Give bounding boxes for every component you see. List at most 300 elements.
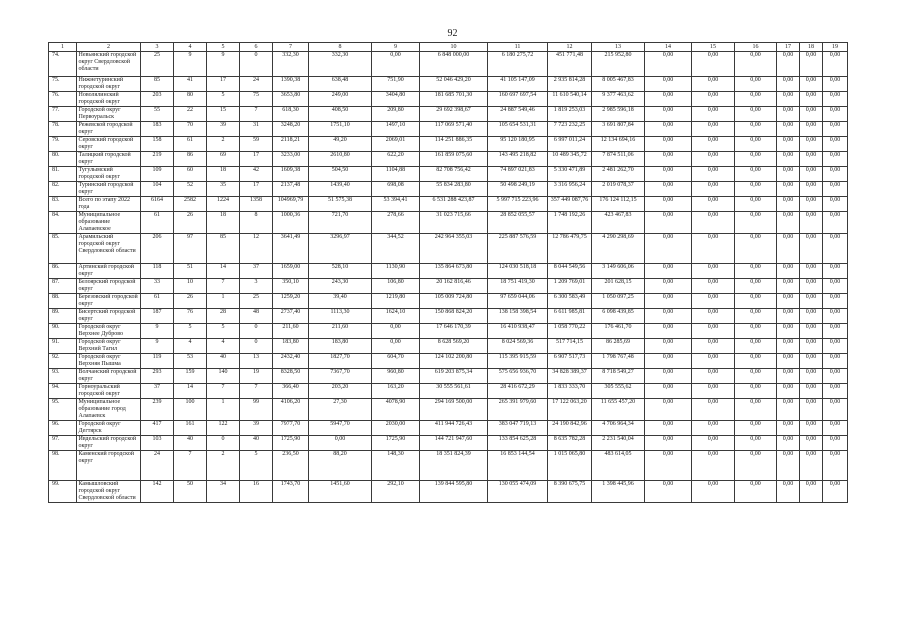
table-cell: 0,00 xyxy=(692,451,735,481)
table-row xyxy=(49,264,848,279)
table-cell: 18 351 824,39 xyxy=(420,451,488,481)
table-cell: 0,00 xyxy=(800,384,823,399)
table-cell: 0,00 xyxy=(823,309,848,324)
table-cell: 0,00 xyxy=(645,481,692,503)
table-cell: 0,00 xyxy=(800,309,823,324)
table-cell: 517 714,15 xyxy=(548,339,592,354)
table-cell: 0,00 xyxy=(777,309,800,324)
table-cell: 106,80 xyxy=(372,279,420,294)
table-cell: 0,00 xyxy=(735,107,777,122)
table-cell: 50 xyxy=(174,481,207,503)
table-cell: 17 xyxy=(240,152,273,167)
table-cell: 11 655 457,20 xyxy=(592,399,645,421)
table-cell: 161 xyxy=(174,421,207,436)
table-cell: 242 964 355,03 xyxy=(420,234,488,264)
table-cell: 12 xyxy=(240,234,273,264)
table-cell: 109 xyxy=(141,167,174,182)
table-cell: 0,00 xyxy=(777,197,800,212)
table-cell: 1743,70 xyxy=(273,481,309,503)
table-cell: 1751,10 xyxy=(309,122,372,137)
table-cell: 1 398 445,96 xyxy=(592,481,645,503)
table-cell: 24 xyxy=(141,451,174,481)
municipality-name-cell: Серовский городской округ xyxy=(77,137,141,152)
table-cell: 0,00 xyxy=(645,152,692,167)
table-cell: 0,00 xyxy=(645,309,692,324)
table-cell: 25 xyxy=(240,294,273,309)
table-cell: 0,00 xyxy=(692,212,735,234)
table-cell: 105 654 531,31 xyxy=(488,122,548,137)
table-cell: 104 xyxy=(141,182,174,197)
table-cell: 0,00 xyxy=(823,137,848,152)
table-cell: 0,00 xyxy=(735,324,777,339)
table-cell: 0,00 xyxy=(777,399,800,421)
municipality-name-cell: Туринский городской округ xyxy=(77,182,141,197)
table-cell: 8 635 782,28 xyxy=(548,436,592,451)
table-cell: 0,00 xyxy=(645,107,692,122)
table-cell: 100 xyxy=(174,399,207,421)
table-cell: 0,00 xyxy=(800,421,823,436)
table-cell: 0,00 xyxy=(800,279,823,294)
table-cell: 483 614,05 xyxy=(592,451,645,481)
table-cell: 0,00 xyxy=(735,369,777,384)
table-cell: 16 410 938,47 xyxy=(488,324,548,339)
table-cell: 0,00 xyxy=(735,137,777,152)
table-cell: 0,00 xyxy=(735,384,777,399)
table-cell: 0,00 xyxy=(645,369,692,384)
column-header: 1 xyxy=(49,43,77,52)
table-cell: 0,00 xyxy=(777,167,800,182)
table-row xyxy=(49,182,848,197)
table-cell: 0,00 xyxy=(645,339,692,354)
table-cell: 181 685 701,30 xyxy=(420,92,488,107)
data-table xyxy=(48,42,848,503)
table-cell: 305 555,62 xyxy=(592,384,645,399)
table-cell: 1 819 253,03 xyxy=(548,107,592,122)
table-cell: 59 xyxy=(240,137,273,152)
table-cell: 1000,36 xyxy=(273,212,309,234)
table-cell: 0,00 xyxy=(823,384,848,399)
table-cell: 187 xyxy=(141,309,174,324)
table-cell: 150 868 824,20 xyxy=(420,309,488,324)
table-cell: 408,50 xyxy=(309,107,372,122)
table-cell: 5 xyxy=(207,324,240,339)
table-cell: 26 xyxy=(174,212,207,234)
table-cell: 0,00 xyxy=(800,212,823,234)
table-cell: 53 xyxy=(174,354,207,369)
table-row xyxy=(49,167,848,182)
table-cell: 0,00 xyxy=(823,279,848,294)
table-row xyxy=(49,369,848,384)
table-cell: 52 046 429,20 xyxy=(420,77,488,92)
table-cell: 2582 xyxy=(174,197,207,212)
table-cell: 133 854 625,28 xyxy=(488,436,548,451)
municipality-name-cell: Белоярский городской округ xyxy=(77,279,141,294)
table-cell: 0,00 xyxy=(692,152,735,167)
table-cell: 2 481 262,70 xyxy=(592,167,645,182)
municipality-name-cell: Арамильский городской округ Свердловской области xyxy=(77,234,141,264)
table-cell: 183,80 xyxy=(309,339,372,354)
column-header: 2 xyxy=(77,43,141,52)
row-number-cell: 88. xyxy=(49,294,77,309)
table-cell: 1725,90 xyxy=(372,436,420,451)
table-cell: 0,00 xyxy=(800,52,823,77)
table-cell: 0,00 xyxy=(777,52,800,77)
table-cell: 0,00 xyxy=(777,152,800,167)
table-cell: 0,00 xyxy=(735,212,777,234)
table-cell: 0,00 xyxy=(823,481,848,503)
table-cell: 0,00 xyxy=(777,92,800,107)
table-cell: 35 xyxy=(207,182,240,197)
municipality-name-cell: Городской округ Верхний Тагил xyxy=(77,339,141,354)
table-cell: 10 489 345,72 xyxy=(548,152,592,167)
column-header: 15 xyxy=(692,43,735,52)
table-row xyxy=(49,451,848,481)
table-cell: 86 xyxy=(174,152,207,167)
table-cell: 0,00 xyxy=(692,354,735,369)
table-cell: 0,00 xyxy=(735,339,777,354)
table-cell: 148,30 xyxy=(372,451,420,481)
table-cell: 294 169 500,00 xyxy=(420,399,488,421)
table-cell: 278,66 xyxy=(372,212,420,234)
table-cell: 19 xyxy=(240,369,273,384)
table-cell: 0,00 xyxy=(692,137,735,152)
table-cell: 0,00 xyxy=(645,77,692,92)
column-header: 19 xyxy=(823,43,848,52)
table-cell: 619 203 875,34 xyxy=(420,369,488,384)
table-cell: 75 xyxy=(240,92,273,107)
table-cell: 27,30 xyxy=(309,399,372,421)
table-cell: 31 023 715,66 xyxy=(420,212,488,234)
table-cell: 17 122 063,20 xyxy=(548,399,592,421)
municipality-name-cell: Волчанский городской округ xyxy=(77,369,141,384)
table-cell: 183 xyxy=(141,122,174,137)
row-number-cell: 85. xyxy=(49,234,77,264)
table-cell: 53 394,41 xyxy=(372,197,420,212)
table-cell: 0,00 xyxy=(735,309,777,324)
table-cell: 0,00 xyxy=(735,399,777,421)
table-row xyxy=(49,197,848,212)
table-cell: 604,70 xyxy=(372,354,420,369)
row-number-cell: 75. xyxy=(49,77,77,92)
row-number-cell: 83. xyxy=(49,197,77,212)
table-cell: 0,00 xyxy=(692,264,735,279)
table-cell: 61 xyxy=(141,212,174,234)
table-row xyxy=(49,52,848,77)
table-cell: 10 xyxy=(174,279,207,294)
table-cell: 0,00 xyxy=(800,339,823,354)
table-cell: 20 162 816,46 xyxy=(420,279,488,294)
table-cell: 417 xyxy=(141,421,174,436)
table-cell: 0,00 xyxy=(372,339,420,354)
table-cell: 5 xyxy=(174,324,207,339)
table-cell: 332,30 xyxy=(309,52,372,77)
table-cell: 0,00 xyxy=(823,92,848,107)
table-cell: 34 828 389,37 xyxy=(548,369,592,384)
table-cell: 0,00 xyxy=(692,52,735,77)
table-cell: 3296,97 xyxy=(309,234,372,264)
table-cell: 30 555 561,61 xyxy=(420,384,488,399)
table-cell: 203,20 xyxy=(309,384,372,399)
municipality-name-cell: Новолялинский городской округ xyxy=(77,92,141,107)
table-cell: 1390,38 xyxy=(273,77,309,92)
table-cell: 0,00 xyxy=(777,264,800,279)
table-cell: 17 xyxy=(240,182,273,197)
table-cell: 201 628,15 xyxy=(592,279,645,294)
table-cell: 49,20 xyxy=(309,137,372,152)
table-cell: 28 416 672,29 xyxy=(488,384,548,399)
row-number-cell: 80. xyxy=(49,152,77,167)
table-cell: 243,30 xyxy=(309,279,372,294)
table-cell: 451 771,48 xyxy=(548,52,592,77)
table-cell: 0,00 xyxy=(735,77,777,92)
table-cell: 0,00 xyxy=(823,354,848,369)
page-number: 92 xyxy=(447,28,458,39)
column-header: 13 xyxy=(592,43,645,52)
table-cell: 6 300 583,49 xyxy=(548,294,592,309)
table-cell: 0,00 xyxy=(823,294,848,309)
table-cell: 2 019 078,37 xyxy=(592,182,645,197)
table-cell: 0 xyxy=(240,339,273,354)
table-cell: 344,52 xyxy=(372,234,420,264)
table-cell: 0,00 xyxy=(692,279,735,294)
table-row xyxy=(49,339,848,354)
table-cell: 7 xyxy=(240,107,273,122)
table-cell: 0,00 xyxy=(777,234,800,264)
table-cell: 1 015 065,80 xyxy=(548,451,592,481)
table-cell: 39,40 xyxy=(309,294,372,309)
row-number-cell: 93. xyxy=(49,369,77,384)
table-cell: 203 xyxy=(141,92,174,107)
row-number-cell: 78. xyxy=(49,122,77,137)
table-cell: 0,00 xyxy=(777,182,800,197)
table-cell: 4 xyxy=(174,339,207,354)
table-cell: 0,00 xyxy=(800,122,823,137)
table-row xyxy=(49,399,848,421)
table-cell: 76 xyxy=(174,309,207,324)
row-number-cell: 77. xyxy=(49,107,77,122)
column-header: 11 xyxy=(488,43,548,52)
table-cell: 6 611 985,81 xyxy=(548,309,592,324)
table-cell: 0,00 xyxy=(645,294,692,309)
table-cell: 6 997 011,24 xyxy=(548,137,592,152)
table-cell: 85 xyxy=(207,234,240,264)
table-cell: 3404,80 xyxy=(372,92,420,107)
table-cell: 239 xyxy=(141,399,174,421)
table-cell: 37 xyxy=(240,264,273,279)
table-cell: 0,00 xyxy=(800,481,823,503)
table-cell: 6 848 000,00 xyxy=(420,52,488,77)
table-cell: 16 xyxy=(240,481,273,503)
table-cell: 0,00 xyxy=(692,77,735,92)
municipality-name-cell: Невьянский городской округ Свердловской области xyxy=(77,52,141,77)
table-cell: 0,00 xyxy=(777,137,800,152)
table-cell: 9 377 463,62 xyxy=(592,92,645,107)
table-cell: 82 708 756,42 xyxy=(420,167,488,182)
table-cell: 14 xyxy=(174,384,207,399)
table-cell: 5 xyxy=(207,92,240,107)
table-row xyxy=(49,354,848,369)
table-cell: 2030,00 xyxy=(372,421,420,436)
table-cell: 130 055 474,09 xyxy=(488,481,548,503)
table-cell: 18 xyxy=(207,167,240,182)
table-cell: 28 852 055,57 xyxy=(488,212,548,234)
row-number-cell: 84. xyxy=(49,212,77,234)
table-cell: 9 xyxy=(174,52,207,77)
table-cell: 33 xyxy=(141,279,174,294)
table-cell: 1609,38 xyxy=(273,167,309,182)
table-cell: 0,00 xyxy=(645,421,692,436)
table-row xyxy=(49,294,848,309)
column-header: 18 xyxy=(800,43,823,52)
table-cell: 2737,40 xyxy=(273,309,309,324)
table-cell: 206 xyxy=(141,234,174,264)
table-cell: 9 xyxy=(207,52,240,77)
table-cell: 104969,79 xyxy=(273,197,309,212)
row-number-cell: 76. xyxy=(49,92,77,107)
table-cell: 0,00 xyxy=(735,167,777,182)
table-cell: 0,00 xyxy=(735,52,777,77)
row-number-cell: 91. xyxy=(49,339,77,354)
table-cell: 74 897 021,83 xyxy=(488,167,548,182)
table-cell: 14 xyxy=(207,264,240,279)
table-cell: 8 390 675,75 xyxy=(548,481,592,503)
table-cell: 0,00 xyxy=(777,212,800,234)
table-cell: 9 xyxy=(141,324,174,339)
table-cell: 51 xyxy=(174,264,207,279)
table-cell: 1113,30 xyxy=(309,309,372,324)
table-cell: 6 098 439,85 xyxy=(592,309,645,324)
table-cell: 176 124 112,15 xyxy=(592,197,645,212)
table-cell: 6 907 517,73 xyxy=(548,354,592,369)
table-cell: 219 xyxy=(141,152,174,167)
table-cell: 0,00 xyxy=(692,436,735,451)
table-cell: 0,00 xyxy=(800,436,823,451)
municipality-name-cell: Бисертский городской округ xyxy=(77,309,141,324)
municipality-name-cell: Нижнетуринский городской округ xyxy=(77,77,141,92)
row-number-cell: 81. xyxy=(49,167,77,182)
table-cell: 31 xyxy=(240,122,273,137)
table-cell: 3 316 956,24 xyxy=(548,182,592,197)
table-row xyxy=(49,309,848,324)
table-cell: 97 659 044,06 xyxy=(488,294,548,309)
table-cell: 0,00 xyxy=(692,92,735,107)
row-number-cell: 94. xyxy=(49,384,77,399)
table-cell: 0,00 xyxy=(823,264,848,279)
municipality-name-cell: Артинский городской округ xyxy=(77,264,141,279)
table-cell: 0,00 xyxy=(735,197,777,212)
table-cell: 158 xyxy=(141,137,174,152)
table-cell: 8 628 569,20 xyxy=(420,339,488,354)
table-cell: 0 xyxy=(240,324,273,339)
table-cell: 0,00 xyxy=(692,369,735,384)
table-cell: 0,00 xyxy=(823,436,848,451)
table-cell: 4106,20 xyxy=(273,399,309,421)
table-cell: 24 190 842,96 xyxy=(548,421,592,436)
table-cell: 159 xyxy=(174,369,207,384)
table-cell: 0,00 xyxy=(800,369,823,384)
table-cell: 0,00 xyxy=(645,92,692,107)
table-cell: 1659,00 xyxy=(273,264,309,279)
table-cell: 0,00 xyxy=(645,279,692,294)
table-cell: 60 xyxy=(174,167,207,182)
column-header: 9 xyxy=(372,43,420,52)
table-cell: 0,00 xyxy=(800,77,823,92)
table-cell: 0,00 xyxy=(692,294,735,309)
table-cell: 1 xyxy=(207,399,240,421)
table-cell: 11 610 540,14 xyxy=(548,92,592,107)
table-cell: 0,00 xyxy=(823,212,848,234)
table-cell: 0,00 xyxy=(735,451,777,481)
table-cell: 61 xyxy=(174,137,207,152)
table-cell: 0,00 xyxy=(645,234,692,264)
table-cell: 1104,88 xyxy=(372,167,420,182)
column-header: 6 xyxy=(240,43,273,52)
table-cell: 0,00 xyxy=(823,339,848,354)
table-cell: 22 xyxy=(174,107,207,122)
table-cell: 118 xyxy=(141,264,174,279)
column-header: 8 xyxy=(309,43,372,52)
table-cell: 39 xyxy=(207,122,240,137)
table-cell: 0,00 xyxy=(692,421,735,436)
row-number-cell: 95. xyxy=(49,399,77,421)
table-cell: 41 xyxy=(174,77,207,92)
table-cell: 34 xyxy=(207,481,240,503)
table-cell: 0,00 xyxy=(735,354,777,369)
table-cell: 3248,20 xyxy=(273,122,309,137)
table-row xyxy=(49,92,848,107)
table-cell: 0,00 xyxy=(645,52,692,77)
table-cell: 2 231 540,04 xyxy=(592,436,645,451)
table-cell: 575 656 936,70 xyxy=(488,369,548,384)
table-cell: 0,00 xyxy=(800,324,823,339)
table-row xyxy=(49,152,848,167)
table-cell: 7 xyxy=(240,384,273,399)
table-cell: 0,00 xyxy=(645,324,692,339)
table-cell: 638,48 xyxy=(309,77,372,92)
municipality-name-cell: Березовский городской округ xyxy=(77,294,141,309)
table-cell: 0,00 xyxy=(823,182,848,197)
table-cell: 7977,70 xyxy=(273,421,309,436)
table-cell: 12 786 479,75 xyxy=(548,234,592,264)
table-cell: 99 xyxy=(240,399,273,421)
table-cell: 0,00 xyxy=(692,309,735,324)
municipality-name-cell: Городской округ Первоуральск xyxy=(77,107,141,122)
table-row xyxy=(49,436,848,451)
table-cell: 0,00 xyxy=(823,52,848,77)
table-cell: 1259,20 xyxy=(273,294,309,309)
table-row xyxy=(49,279,848,294)
table-cell: 16 853 144,54 xyxy=(488,451,548,481)
column-header: 3 xyxy=(141,43,174,52)
table-cell: 0,00 xyxy=(777,77,800,92)
table-cell: 8 005 467,83 xyxy=(592,77,645,92)
table-cell: 225 887 576,59 xyxy=(488,234,548,264)
municipality-name-cell: Городской округ Дегтярск xyxy=(77,421,141,436)
table-cell: 143 495 218,82 xyxy=(488,152,548,167)
table-cell: 0,00 xyxy=(777,369,800,384)
table-cell: 1358 xyxy=(240,197,273,212)
table-cell: 1 833 333,70 xyxy=(548,384,592,399)
table-cell: 0,00 xyxy=(735,279,777,294)
table-cell: 95 120 180,95 xyxy=(488,137,548,152)
table-cell: 0,00 xyxy=(692,122,735,137)
table-cell: 6164 xyxy=(141,197,174,212)
table-cell: 2432,40 xyxy=(273,354,309,369)
row-number-cell: 74. xyxy=(49,52,77,77)
table-cell: 0,00 xyxy=(692,399,735,421)
table-cell: 0,00 xyxy=(777,436,800,451)
table-cell: 0,00 xyxy=(800,354,823,369)
